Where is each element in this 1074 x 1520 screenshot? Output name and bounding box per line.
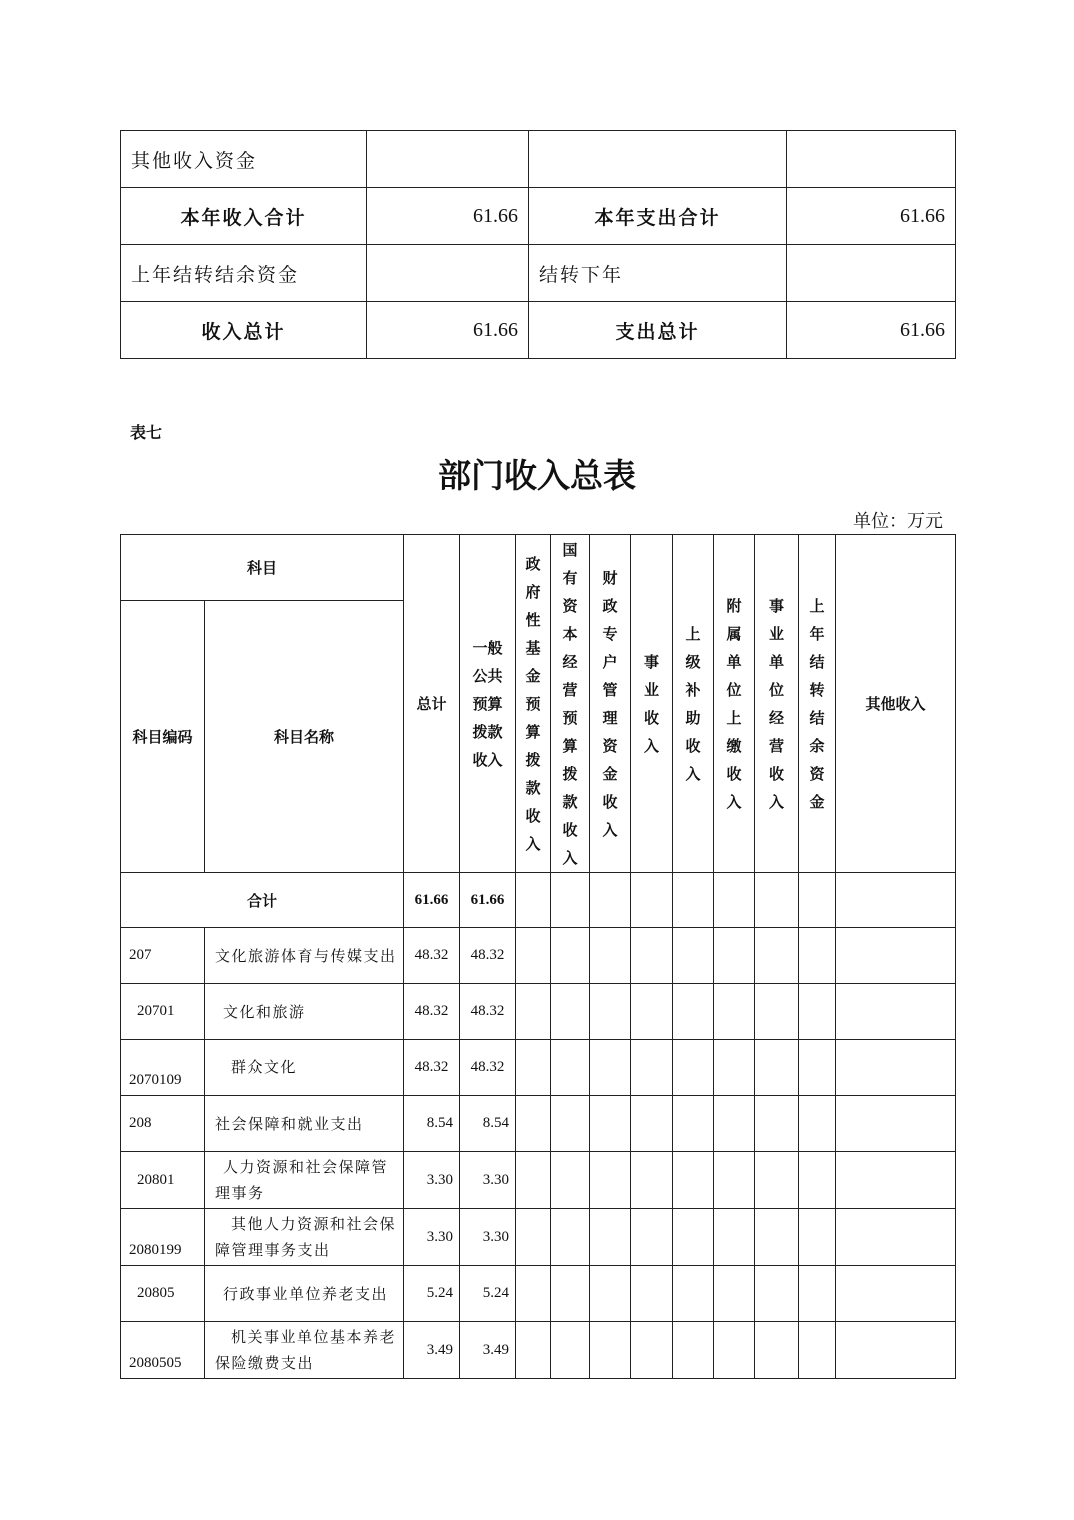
header-col-text: 上 年 结 转 结 余 资 金 — [809, 596, 825, 811]
header-col — [590, 535, 631, 873]
table-row — [121, 1209, 956, 1266]
total-value: 5.24 — [404, 1266, 460, 1322]
header-col-text: 事 业 收 入 — [644, 652, 660, 755]
header-col-text: 上 级 补 助 收 入 — [685, 624, 701, 783]
header-total: 总计 — [404, 535, 460, 873]
header-col — [799, 535, 836, 873]
subject-name — [205, 1152, 404, 1209]
header-name: 科目名称 — [205, 601, 404, 873]
table-number: 表七 — [130, 423, 163, 442]
header-col-text: 国 有 资 本 经 营 预 算 拨 款 收 入 — [562, 540, 578, 867]
table-row — [121, 1152, 956, 1209]
header-other: 其他收入 — [836, 535, 956, 873]
general-value: 8.54 — [460, 1096, 516, 1152]
total-value: 61.66 — [404, 873, 460, 928]
row-value: 61.66 — [367, 188, 529, 245]
general-value: 48.32 — [460, 928, 516, 984]
header-col-text: 政 府 性 基 金 预 算 拨 款 收 入 — [525, 554, 541, 853]
row-value: 61.66 — [787, 188, 956, 245]
table-row — [121, 245, 956, 302]
total-value: 48.32 — [404, 928, 460, 984]
subject-code: 20801 — [121, 1152, 205, 1209]
total-value: 8.54 — [404, 1096, 460, 1152]
header-col — [755, 535, 799, 873]
row-label: 收入总计 — [121, 302, 367, 359]
subject-code: 2080505 — [121, 1322, 205, 1379]
unit-label: 单位：万元 — [853, 511, 943, 532]
general-value: 48.32 — [460, 1040, 516, 1096]
header-col — [516, 535, 551, 873]
row-label: 本年收入合计 — [121, 188, 367, 245]
table-row — [121, 188, 956, 245]
row-label — [529, 131, 787, 188]
total-value: 48.32 — [404, 1040, 460, 1096]
general-value: 3.30 — [460, 1152, 516, 1209]
subject-name-line: 理事务 — [215, 1184, 265, 1202]
subject-name-line: 障管理事务支出 — [215, 1241, 331, 1259]
subject-name-line: 其他人力资源和社会保 — [231, 1215, 397, 1233]
subject-name — [205, 1322, 404, 1379]
general-value: 3.49 — [460, 1322, 516, 1379]
total-label: 合计 — [121, 873, 404, 928]
total-value: 3.30 — [404, 1209, 460, 1266]
row-label: 上年结转结余资金 — [121, 245, 367, 302]
table-row — [121, 984, 956, 1040]
table-row — [121, 302, 956, 359]
header-col — [673, 535, 714, 873]
subject-code: 207 — [121, 928, 205, 984]
total-value: 3.49 — [404, 1322, 460, 1379]
general-value: 5.24 — [460, 1266, 516, 1322]
header-code: 科目编码 — [121, 601, 205, 873]
total-row — [121, 873, 956, 928]
header-general — [460, 535, 516, 873]
row-label: 其他收入资金 — [121, 131, 367, 188]
general-value: 3.30 — [460, 1209, 516, 1266]
subject-name-line: 机关事业单位基本养老 — [231, 1328, 397, 1346]
table-row — [121, 131, 956, 188]
subject-code: 208 — [121, 1096, 205, 1152]
subject-code: 20805 — [121, 1266, 205, 1322]
subject-code: 2070109 — [121, 1040, 205, 1096]
row-value — [787, 245, 956, 302]
subject-code: 2080199 — [121, 1209, 205, 1266]
subject-code: 20701 — [121, 984, 205, 1040]
subject-name-line: 保险缴费支出 — [215, 1354, 315, 1372]
income-table — [120, 534, 956, 1379]
table-row — [121, 928, 956, 984]
general-value: 48.32 — [460, 984, 516, 1040]
subject-name — [205, 1209, 404, 1266]
row-label: 支出总计 — [529, 302, 787, 359]
total-value: 3.30 — [404, 1152, 460, 1209]
subject-name: 行政事业单位养老支出 — [205, 1266, 404, 1322]
header-row — [121, 535, 956, 601]
row-label: 结转下年 — [529, 245, 787, 302]
table-row — [121, 1096, 956, 1152]
header-col-text: 财 政 专 户 管 理 资 金 收 入 — [602, 568, 618, 839]
subject-name: 文化和旅游 — [205, 984, 404, 1040]
row-label: 本年支出合计 — [529, 188, 787, 245]
table-row — [121, 1266, 956, 1322]
general-value: 61.66 — [460, 873, 516, 928]
table-row — [121, 1322, 956, 1379]
header-col — [714, 535, 755, 873]
header-col-text: 附 属 单 位 上 缴 收 入 — [726, 596, 742, 811]
header-col — [631, 535, 673, 873]
subject-name: 社会保障和就业支出 — [205, 1096, 404, 1152]
page-title: 部门收入总表 — [438, 456, 636, 495]
summary-table — [120, 130, 956, 359]
header-general-text: 一般 公共 预算 拨款 收入 — [472, 638, 503, 769]
row-value — [367, 131, 529, 188]
row-value — [787, 131, 956, 188]
header-col — [551, 535, 590, 873]
row-value — [367, 245, 529, 302]
table-row — [121, 1040, 956, 1096]
header-subject: 科目 — [121, 535, 404, 601]
row-value: 61.66 — [367, 302, 529, 359]
subject-name: 群众文化 — [205, 1040, 404, 1096]
total-value: 48.32 — [404, 984, 460, 1040]
subject-name-line: 人力资源和社会保障管 — [223, 1158, 389, 1176]
subject-name: 文化旅游体育与传媒支出 — [205, 928, 404, 984]
header-col-text: 事 业 单 位 经 营 收 入 — [769, 596, 785, 811]
row-value: 61.66 — [787, 302, 956, 359]
